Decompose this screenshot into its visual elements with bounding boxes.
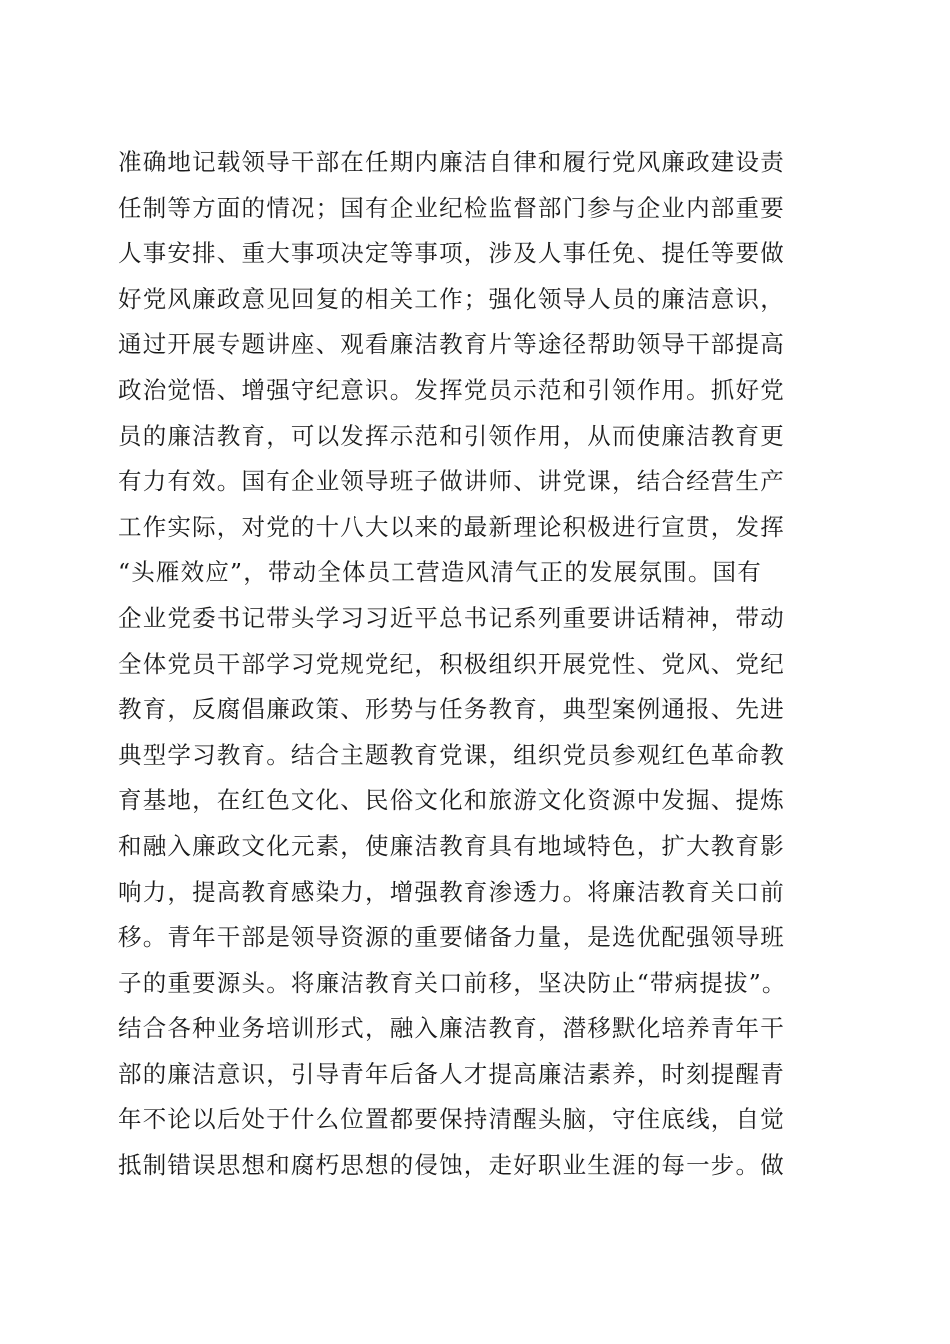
text-line: 部的廉洁意识，引导青年后备人才提高廉洁素养，时刻提醒青 <box>118 1059 785 1088</box>
text-line: 员的廉洁教育，可以发挥示范和引领作用，从而使廉洁教育更 <box>118 421 785 450</box>
text-line: 企业党委书记带头学习习近平总书记系列重要讲话精神，带动 <box>118 603 785 632</box>
text-line: 人事安排、重大事项决定等事项，涉及人事任免、提任等要做 <box>118 239 785 268</box>
text-line: 任制等方面的情况；国有企业纪检监督部门参与企业内部重要 <box>118 193 785 222</box>
text-line: 抵制错误思想和腐朽思想的侵蚀，走好职业生涯的每一步。做 <box>118 1151 785 1180</box>
body-text <box>118 140 838 1189</box>
text-line: 移。青年干部是领导资源的重要储备力量，是选优配强领导班 <box>118 923 785 952</box>
text-line: 好党风廉政意见回复的相关工作；强化领导人员的廉洁意识， <box>118 284 785 313</box>
text-line: 响力，提高教育感染力，增强教育渗透力。将廉洁教育关口前 <box>118 877 785 906</box>
text-line: 年不论以后处于什么位置都要保持清醒头脑，守住底线，自觉 <box>118 1105 785 1134</box>
text-line: “头雁效应”，带动全体员工营造风清气正的发展氛围。国有 <box>118 558 762 587</box>
text-line: 教育，反腐倡廉政策、形势与任务教育，典型案例通报、先进 <box>118 695 785 724</box>
text-line: 和融入廉政文化元素，使廉洁教育具有地域特色，扩大教育影 <box>118 831 785 860</box>
text-line: 工作实际，对党的十八大以来的最新理论积极进行宣贯，发挥 <box>118 512 785 541</box>
text-line: 全体党员干部学习党规党纪，积极组织开展党性、党风、党纪 <box>118 649 785 678</box>
text-line: 结合各种业务培训形式，融入廉洁教育，潜移默化培养青年干 <box>118 1014 785 1043</box>
text-line: 典型学习教育。结合主题教育党课，组织党员参观红色革命教 <box>118 740 785 769</box>
text-line: 子的重要源头。将廉洁教育关口前移，坚决防止“带病提拔”。 <box>118 968 787 997</box>
text-line: 准确地记载领导干部在任期内廉洁自律和履行党风廉政建设责 <box>118 148 785 176</box>
text-line: 通过开展专题讲座、观看廉洁教育片等途径帮助领导干部提高 <box>118 330 785 359</box>
text-line: 有力有效。国有企业领导班子做讲师、讲党课，结合经营生产 <box>118 467 785 496</box>
text-line: 育基地，在红色文化、民俗文化和旅游文化资源中发掘、提炼 <box>118 786 785 815</box>
text-line: 政治觉悟、增强守纪意识。发挥党员示范和引领作用。抓好党 <box>118 375 785 404</box>
